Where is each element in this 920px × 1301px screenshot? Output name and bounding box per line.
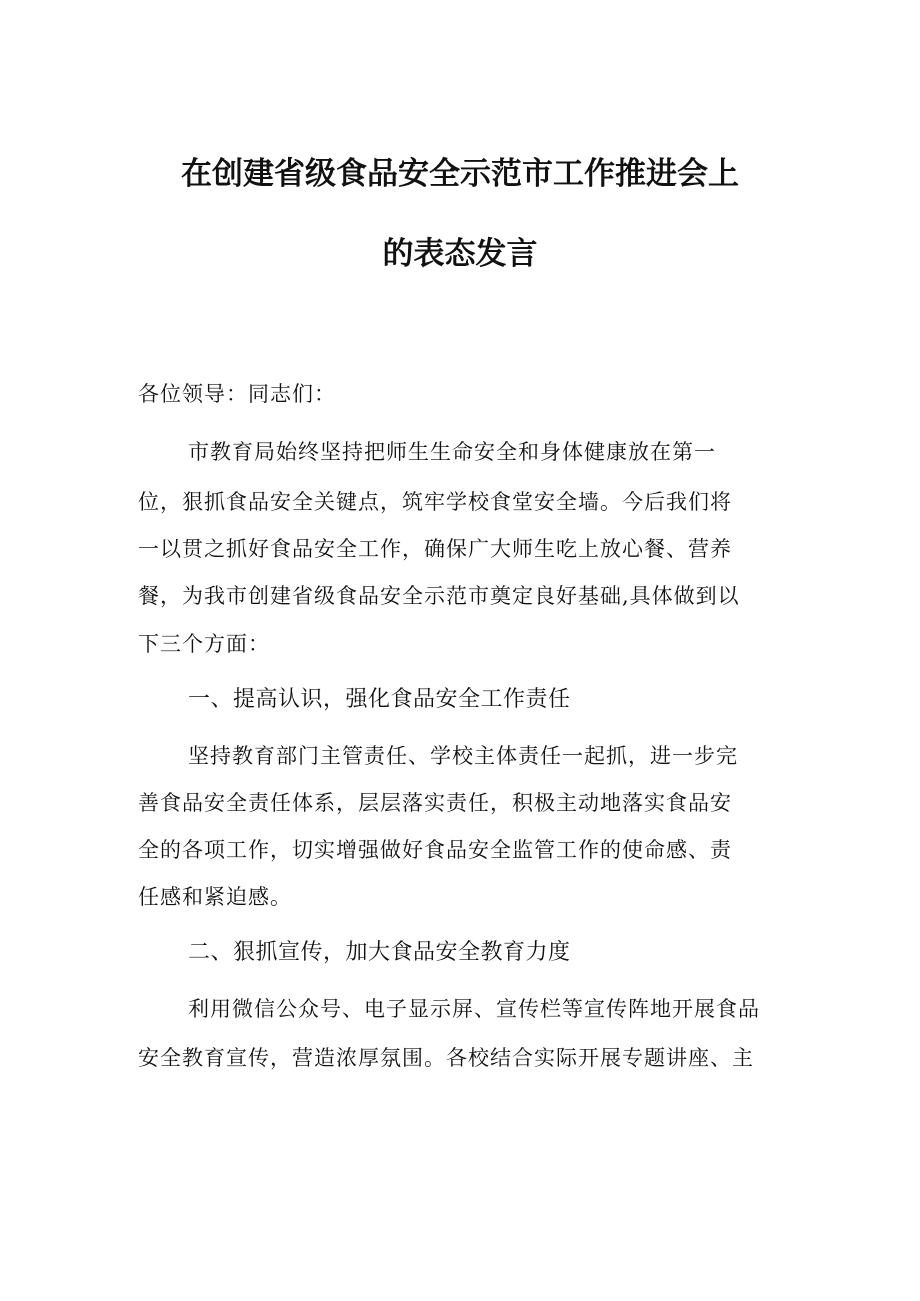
paragraph-2-line-2: 善食品安全责任体系，层层落实责任，积极主动地落实食品安 <box>138 791 732 815</box>
section-heading-1: 一、提高认识，强化食品安全工作责任 <box>188 687 571 712</box>
document-title-line-1: 在创建省级食品安全示范市工作推进会上 <box>181 156 739 192</box>
paragraph-3-line-1: 利用微信公众号、电子显示屏、宣传栏等宣传阵地开展食品 <box>188 997 760 1021</box>
paragraph-1-line-4: 餐，为我市创建省级食品安全示范市奠定良好基础,具体做到以 <box>138 584 740 608</box>
paragraph-1-line-1: 市教育局始终坚持把师生生命安全和身体健康放在第一 <box>188 440 716 464</box>
paragraph-3-line-2: 安全教育宣传，营造浓厚氛围。各校结合实际开展专题讲座、主 <box>138 1046 754 1070</box>
paragraph-1-line-5: 下三个方面： <box>138 632 270 656</box>
paragraph-1-line-3: 一以贯之抓好食品安全工作，确保广大师生吃上放心餐、营养 <box>138 537 732 561</box>
paragraph-2-line-4: 任感和紧迫感。 <box>138 885 292 909</box>
document-title-line-2: 的表态发言 <box>382 236 538 272</box>
paragraph-2-line-3: 全的各项工作，切实增强做好食品安全监管工作的使命感、责 <box>138 838 732 862</box>
section-heading-2: 二、狠抓宣传，加大食品安全教育力度 <box>188 940 571 965</box>
salutation: 各位领导：同志们： <box>138 382 336 406</box>
paragraph-2-line-1: 坚持教育部门主管责任、学校主体责任一起抓，进一步完 <box>188 744 738 768</box>
paragraph-1-line-2: 位，狠抓食品安全关键点，筑牢学校食堂安全墙。今后我们将 <box>138 490 732 514</box>
